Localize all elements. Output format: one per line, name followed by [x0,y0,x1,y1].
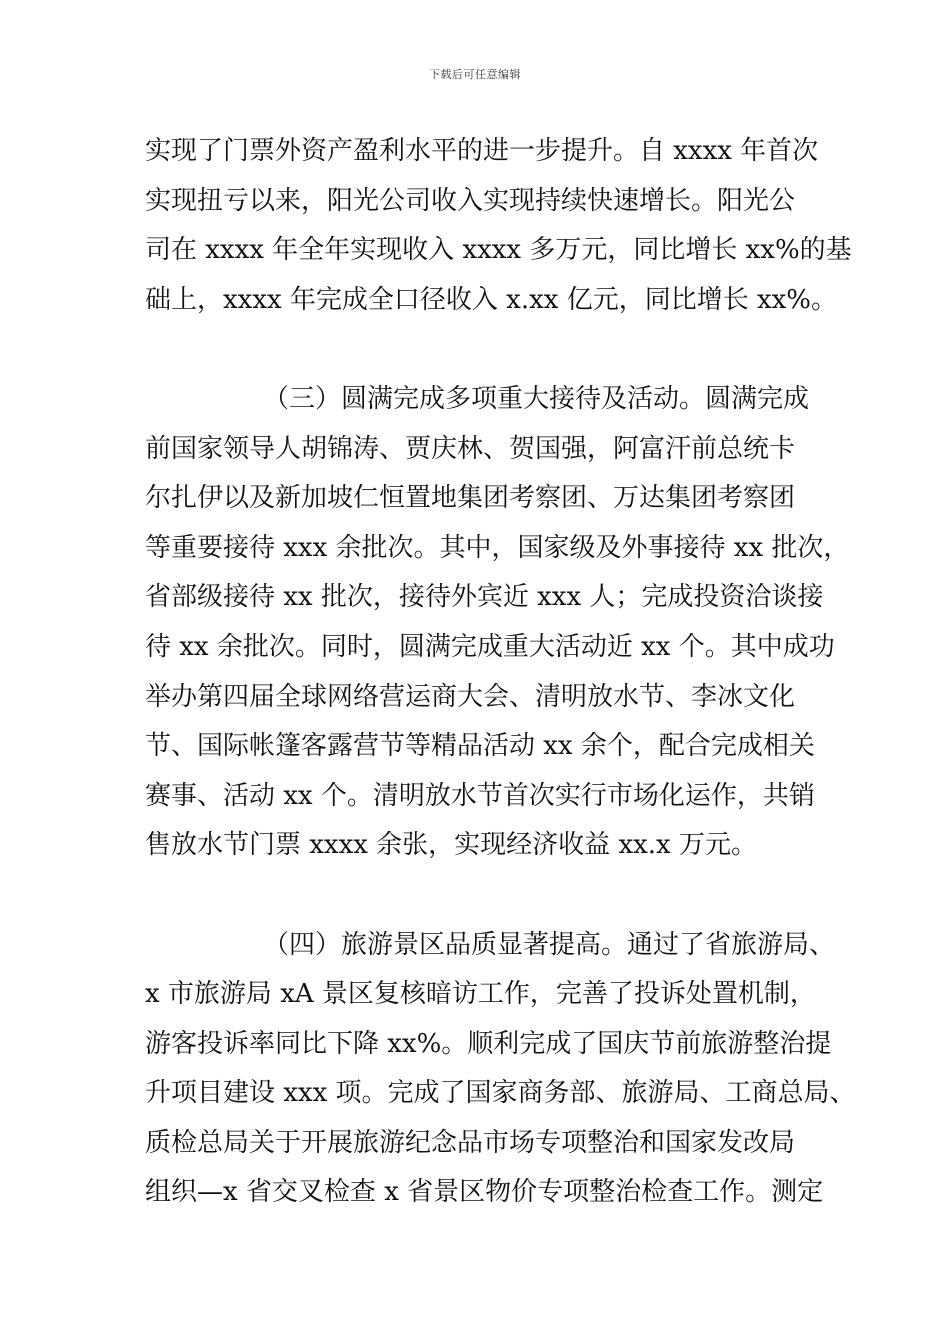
text-line: 售放水节门票 xxxx 余张，实现经济收益 xx.x 万元。 [145,830,757,861]
paragraph [145,375,850,871]
text-line: （三）圆满完成多项重大接待及活动。圆满完成 [263,383,810,414]
text-line: 游客投诉率同比下降 xx%。顺利完成了国庆节前旅游整治提 [145,1028,832,1059]
text-line: x 市旅游局 xA 景区复核暗访工作，完善了投诉处置机制， [145,979,816,1010]
text-line: 尔扎伊以及新加坡仁恒置地集团考察团、万达集团考察团 [145,483,796,514]
text-line: 升项目建设 xxx 项。完成了国家商务部、旅游局、工商总局、 [145,1078,856,1109]
text-line: 待 xx 余批次。同时，圆满完成重大活动近 xx 个。其中成功 [145,631,835,662]
text-line: 赛事、活动 xx 个。清明放水节首次实行市场化运作，共销 [145,780,815,811]
paragraph [145,127,852,325]
text-line: 础上，xxxx 年完成全口径收入 x.xx 亿元，同比增长 xx%。 [145,284,837,315]
paragraph-gap [145,871,835,921]
text-line: 前国家领导人胡锦涛、贾庆林、贺国强，阿富汗前总统卡 [145,433,796,464]
paragraph-gap [145,325,835,375]
header-note: 下载后可任意编辑 [429,68,521,81]
text-line: 举办第四届全球网络营运商大会、清明放水节、李冰文化 [145,681,796,712]
text-line: 实现扭亏以来，阳光公司收入实现持续快速增长。阳光公 [145,185,796,216]
text-line: 质检总局关于开展旅游纪念品市场专项整治和国家发改局 [145,1127,796,1158]
text-line: （四）旅游景区品质显著提高。通过了省旅游局、 [263,929,836,960]
text-line: 组织—x 省交叉检查 x 省景区物价专项整治检查工作。测定 [145,1177,824,1208]
text-line: 司在 xxxx 年全年实现收入 xxxx 多万元，同比增长 xx%的基 [145,235,852,266]
text-line: 省部级接待 xx 批次，接待外宾近 xxx 人；完成投资洽谈接 [145,582,824,613]
text-line: 节、国际帐篷客露营节等精品活动 xx 余个，配合完成相关 [145,731,815,762]
paragraph [145,921,856,1219]
text-line: 等重要接待 xxx 余批次。其中，国家级及外事接待 xx 批次， [145,532,850,563]
document-body [145,127,856,1218]
text-line: 实现了门票外资产盈利水平的进一步提升。自 xxxx 年首次 [145,136,819,166]
